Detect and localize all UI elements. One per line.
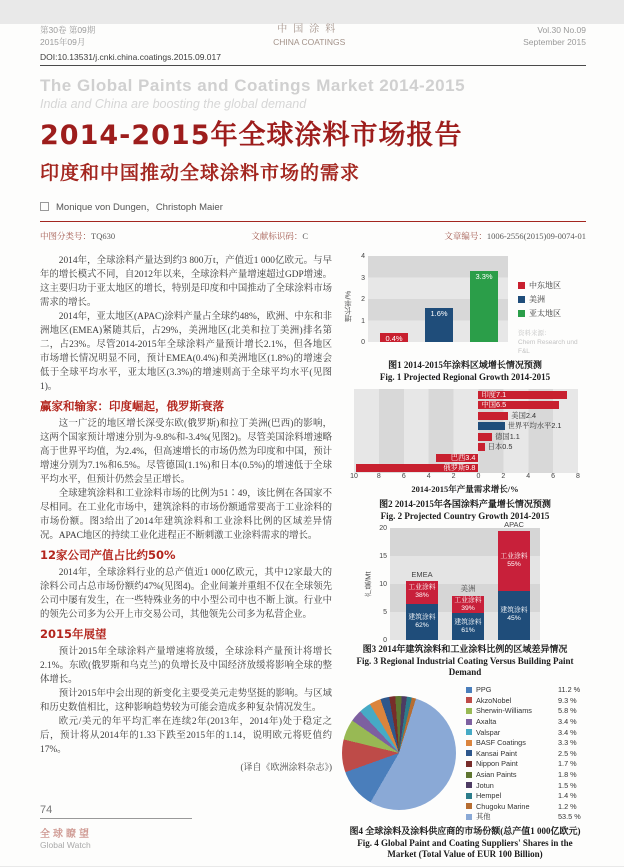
- fig3-y-axis-title: 产量/Mt: [363, 571, 373, 597]
- segment-pct: 55%: [507, 560, 521, 568]
- fig1-source: 资料来源： Chem Research und F&L: [518, 330, 578, 355]
- legend-swatch-icon: [466, 782, 472, 788]
- fig4-legend-item: [466, 727, 588, 738]
- figure-1: [342, 253, 588, 383]
- article-id: 文章编号：1006-2556(2015)09-0074-01: [444, 231, 586, 241]
- fig3-bar-EMEA: [406, 570, 438, 640]
- figure-2: [342, 389, 588, 522]
- legend-swatch-icon: [466, 729, 472, 735]
- fig3-axis-tick: 0: [383, 637, 387, 644]
- fig1-bar-value: 3.3%: [475, 272, 493, 282]
- fig1-axis-tick: 2: [361, 296, 365, 303]
- fig4-legend-name: Asian Paints: [476, 770, 517, 780]
- fig4-legend-name: Hempel: [476, 791, 502, 801]
- fig4-legend: [466, 685, 588, 823]
- fig4-legend-name: Sherwin-Williams: [476, 706, 532, 716]
- fig4-legend-name: Nippon Paint: [476, 759, 518, 769]
- fig4-legend-name: Chugoku Marine: [476, 801, 530, 811]
- fig1-axis-tick: 4: [361, 253, 365, 260]
- journal-name-cn: 中国涂料: [277, 24, 342, 35]
- fig2-bar-label: 日本0.5: [487, 442, 513, 451]
- fig4-legend-value: 1.4 %: [558, 791, 577, 801]
- title-divider: [40, 221, 586, 222]
- fig3-axis-tick: 10: [379, 581, 387, 588]
- fig3-building-segment: [406, 604, 438, 640]
- fig1-bar-value: 1.6%: [430, 308, 448, 318]
- segment-name: 工业涂料: [408, 584, 436, 592]
- journal-masthead: [40, 24, 586, 48]
- legend-swatch-icon: [466, 719, 472, 725]
- fig4-legend-name: BASF Coatings: [476, 738, 526, 748]
- page-content: [40, 254, 588, 867]
- segment-name: 建筑涂料: [500, 607, 528, 615]
- fig4-legend-name: Valspar: [476, 727, 501, 737]
- fig2-caption: 图2 2014-2015年各国涂料产量增长情况预测 Fig. 2 Projected Country Growth 2014-2015: [379, 499, 551, 521]
- masthead-volume: [523, 24, 586, 48]
- fig3-industrial-segment: [406, 581, 438, 603]
- fig3-axis-tick: 5: [383, 609, 387, 616]
- fig3-building-segment: [452, 613, 484, 640]
- legend-swatch-icon: [466, 750, 472, 756]
- legend-swatch-icon: [518, 282, 525, 289]
- fig2-axis-tick: 2: [501, 473, 506, 480]
- fig2-axis-tick: 4: [426, 473, 431, 480]
- fig1-legend-item: [518, 294, 588, 305]
- fig4-legend-value: 1.8 %: [558, 770, 577, 780]
- fig2-axis-tick: 6: [401, 473, 406, 480]
- fig4-legend-item: [466, 685, 588, 696]
- section-name-en: Global Watch: [40, 840, 91, 850]
- fig1-axis-tick: 0: [361, 339, 365, 346]
- fig1-axis-tick: 1: [361, 317, 365, 325]
- author-square-icon: [40, 202, 49, 211]
- fig4-legend-item: [466, 737, 588, 748]
- fig2-x-axis-title: 2014-2015年产量需求增长/%: [411, 484, 519, 494]
- segment-pct: 39%: [461, 604, 475, 612]
- fig1-legend-item: [518, 280, 588, 291]
- issue-cn: 第30卷 第09期: [40, 25, 96, 35]
- fig4-legend-name: Axalta: [476, 717, 497, 727]
- section-heading: 赢家和输家：印度崛起，俄罗斯衰落: [40, 399, 224, 413]
- fig4-legend-value: 2.5 %: [558, 748, 577, 758]
- fig4-legend-item: [466, 780, 588, 791]
- fig4-legend-value: 5.8 %: [558, 706, 577, 716]
- fig1-legend-label: 美洲: [529, 295, 545, 304]
- english-title: The Global Paints and Coatings Market 2014-2015: [40, 76, 466, 95]
- fig4-legend-name: PPG: [476, 685, 492, 695]
- fig3-bar-美洲: [452, 584, 484, 640]
- fig4-legend-name: 其他: [476, 811, 491, 821]
- figure-4: [342, 685, 588, 861]
- fig4-legend-item: [466, 706, 588, 717]
- doi-line: DOI:10.13531/j.cnki.china.coatings.2015.09.017: [40, 52, 221, 62]
- fig2-bar-label: 德国1.1: [495, 431, 520, 441]
- fig2-x-axis-ticks: [350, 473, 580, 482]
- fig3-bar-APAC: [498, 519, 530, 640]
- fig2-bar-3: [478, 422, 504, 430]
- fig4-legend-item: [466, 801, 588, 812]
- fig4-legend-value: 53.5 %: [558, 812, 581, 822]
- fig1-bar-chart: [361, 253, 508, 346]
- fig2-axis-tick: 2: [451, 473, 456, 480]
- fig2-axis-tick: 10: [350, 473, 358, 480]
- body-paragraph: 全球建筑涂料和工业涂料市场的比例为51∶49，该比例在各国家不尽相同。在工业化市场中，建筑涂料的市场份额通常要高于工业涂料的市场份额。图3给出了2014年建筑涂料和工业涂料比例的区域差异情况。APAC地区的持续工业化进程正不断刺激工业涂料需求的增长。: [40, 489, 332, 541]
- translation-credit: (译自《欧洲涂料杂志》): [240, 762, 332, 772]
- fig4-caption: 图4 全球涂料及涂料供应商的市场份额(总产值1 000亿欧元) Fig. 4 Global Paint and Coating Suppliers' Shares in the Market (Total Value of EUR 100 Billion): [349, 826, 581, 860]
- article-meta: [40, 230, 586, 242]
- fig2-bar-label: 美国2.4: [511, 410, 537, 420]
- fig4-legend-value: 1.5 %: [558, 780, 577, 790]
- fig1-y-axis-title: 增长率/%: [343, 290, 353, 322]
- footer-divider: [40, 818, 192, 819]
- fig4-pie-chart: [342, 696, 456, 810]
- figures-column: [342, 254, 588, 867]
- date-en: September 2015: [523, 37, 586, 47]
- fig1-axis-tick: 3: [361, 274, 365, 282]
- body-paragraph: 这一广泛的地区增长深受东欧(俄罗斯)和拉丁美洲(巴西)的影响，这两个国家预计增速分别为-9.8%和-3.4%(见图2)。尽管美国涂料增速略高于世界平均值，为2.4%，但高速增长的市场仍然为印度和中国，预计增速分别为7.1%和6.5%。尽管德国(1.1%)和日本(0.5%)的增速低于全球平均水平，但预计仍然会呈正增长。: [40, 419, 332, 485]
- body-paragraph: 欧元/美元的年平均汇率在连续2年(2013年，2014年)处于稳定之后，预计将从2014年的1.33下跌至2015年的1.14，说明欧元将贬值约17%。: [40, 717, 332, 755]
- figure-3: [342, 519, 588, 679]
- legend-swatch-icon: [466, 814, 472, 820]
- fig4-legend-item: [466, 790, 588, 801]
- section-name-cn: 全球瞭望: [40, 829, 92, 840]
- legend-swatch-icon: [466, 697, 472, 703]
- fig2-axis-tick: 8: [576, 473, 580, 480]
- page-number: 74: [40, 804, 53, 816]
- fig2-bar-label: 世界平均水平2.1: [507, 421, 562, 430]
- fig4-legend-item: [466, 695, 588, 706]
- fig4-legend-item: [466, 716, 588, 727]
- journal-name-en: CHINA COATINGS: [273, 37, 346, 47]
- body-paragraph: 预计2015年中会出现的新变化主要受美元走势坚挺的影响。与区域和历史数值相比，这种影响趋势较为可能会造成多种复杂情况发生。: [40, 689, 332, 713]
- fig1-legend-label: 亚太地区: [529, 309, 561, 318]
- legend-swatch-icon: [466, 803, 472, 809]
- journal-page: [0, 24, 624, 866]
- body-paragraph: 预计2015年全球涂料产量增速将放缓，全球涂料产量预计将增长2.1%。东欧(俄罗斯和乌克兰)的负增长及中国经济放缓将影响全球的整体增长。: [40, 647, 332, 685]
- legend-swatch-icon: [466, 740, 472, 746]
- fig4-legend-value: 3.4 %: [558, 717, 577, 727]
- masthead-issue: [40, 24, 95, 48]
- body-paragraph: 2014年，亚太地区(APAC)涂料产量占全球约48%，欧洲、中东和非洲地区(EMEA)紧随其后，占29%，美洲地区(北美和拉丁美洲)排名第二，占23%。尽管2014-2015年全球涂料产量预计增长2.1%，但各地区市场增长情况明显不同，预计EMEA(0.4%)和美洲地区(1.8%)的增速会低于全球平均水平，亚太地区(3.3%)的增速则高于全球平均水平(见图1)。: [40, 312, 332, 392]
- clc-number: 中图分类号：TQ630: [40, 231, 116, 241]
- segment-pct: 45%: [507, 615, 521, 623]
- fig4-legend-name: Kansai Paint: [476, 748, 517, 758]
- fig3-category-label: APAC: [504, 519, 524, 529]
- fig1-bar-value: 0.4%: [385, 334, 403, 344]
- masthead-journal: [273, 24, 345, 48]
- fig3-industrial-segment: [498, 531, 530, 591]
- chinese-subtitle: 印度和中国推动全球涂料市场的需求: [40, 162, 361, 184]
- section-heading: 2015年展望: [40, 627, 107, 641]
- fig3-category-label: EMEA: [411, 570, 433, 580]
- segment-pct: 62%: [415, 621, 429, 629]
- fig4-legend-value: 3.4 %: [558, 727, 577, 737]
- legend-swatch-icon: [466, 761, 472, 767]
- fig4-legend-item: [466, 769, 588, 780]
- fig3-stacked-bar-chart: [379, 519, 540, 644]
- fig4-legend-value: 1.7 %: [558, 759, 577, 769]
- fig4-legend-name: AkzoNobel: [476, 695, 512, 705]
- fig2-bar-4: [478, 433, 492, 441]
- fig3-industrial-segment: [452, 596, 484, 613]
- fig2-axis-tick: 8: [376, 473, 381, 480]
- chinese-title: 2014-2015年全球涂料市场报告: [40, 120, 463, 151]
- fig1-bar-亚太地区: [470, 271, 498, 342]
- segment-pct: 61%: [461, 626, 475, 634]
- fig4-legend-value: 9.3 %: [558, 695, 577, 705]
- fig2-bar-5: [478, 443, 484, 451]
- fig2-bar-label: 印度7.1: [481, 389, 507, 399]
- article-body: [40, 254, 332, 867]
- fig4-legend-item: [466, 759, 588, 770]
- fig2-axis-tick: 6: [551, 473, 556, 480]
- fig2-bar-label: 俄罗斯9.8: [443, 463, 476, 472]
- fig2-axis-tick: 4: [526, 473, 531, 480]
- fig1-bar-美洲: [425, 308, 453, 342]
- legend-swatch-icon: [466, 708, 472, 714]
- document-code: 文献标识码：C: [251, 231, 309, 241]
- body-paragraph: 2014年，全球涂料行业的总产值近1 000亿欧元，其中12家最大的涂料公司占总市场份额约47%(见图4)。企业间兼并重组不仅在全球领先公司中屡有发生，在一些特殊业务的中小型公司中也不断上演。行业中的领先公司多为公开上市交易公司，其他领先公司多为私营企业。: [40, 568, 332, 620]
- fig2-bar-label: 巴西3.4: [450, 452, 476, 462]
- fig3-building-segment: [498, 591, 530, 640]
- fig2-bar-chart: [354, 389, 578, 473]
- fig3-caption: 图3 2014年建筑涂料和工业涂料比例的区域差异情况 Fig. 3 Regional Industrial Coating Versus Building Paint Demand: [356, 644, 574, 677]
- author-line: [40, 199, 586, 213]
- vol-en: Vol.30 No.09: [537, 25, 586, 35]
- english-subtitle: India and China are boosting the global demand: [40, 97, 307, 111]
- fig1-legend: [518, 280, 588, 356]
- fig2-bar-label: 中国6.5: [481, 400, 507, 409]
- section-heading: 12家公司产值占比约50%: [40, 548, 176, 562]
- fig1-bar-中东地区: [380, 333, 408, 342]
- fig1-legend-label: 中东地区: [529, 281, 561, 290]
- fig3-category-label: 美洲: [460, 584, 476, 594]
- legend-swatch-icon: [466, 687, 472, 693]
- header-divider: [40, 65, 586, 66]
- legend-swatch-icon: [518, 310, 525, 317]
- body-paragraph: 2014年，全球涂料产量达到约3 800万t，产值近1 000亿欧元。与早年的增长模式不同，自2012年以来，全球涂料产量增速超过GDP增速。这主要归功于亚太地区的增长，特别是印度和中国推动了全球涂料市场需求的增长。: [40, 256, 332, 308]
- legend-swatch-icon: [466, 772, 472, 778]
- segment-name: 建筑涂料: [408, 613, 436, 621]
- segment-name: 工业涂料: [500, 552, 528, 560]
- fig4-legend-value: 1.2 %: [558, 801, 577, 811]
- fig4-legend-item: [466, 748, 588, 759]
- date-cn: 2015年09月: [40, 37, 86, 47]
- segment-name: 建筑涂料: [454, 618, 482, 626]
- fig2-axis-tick: 0: [476, 473, 481, 480]
- fig2-bar-2: [478, 412, 508, 420]
- legend-swatch-icon: [518, 296, 525, 303]
- fig4-legend-value: 11.2 %: [558, 685, 581, 695]
- fig1-caption: 图1 2014-2015年涂料区域增长情况预测 Fig. 1 Projected Regional Growth 2014-2015: [379, 360, 551, 382]
- fig3-axis-tick: 20: [379, 525, 387, 532]
- segment-pct: 38%: [415, 592, 429, 600]
- author-names: Monique von Dungen，Christoph Maier: [56, 202, 223, 213]
- legend-swatch-icon: [466, 793, 472, 799]
- fig1-legend-item: [518, 308, 588, 319]
- fig3-axis-tick: 15: [379, 553, 387, 560]
- fig4-legend-item: [466, 812, 588, 823]
- segment-name: 工业涂料: [454, 596, 482, 604]
- fig4-legend-value: 3.3 %: [558, 738, 577, 748]
- page-footer: [40, 804, 192, 850]
- fig4-legend-name: Jotun: [476, 780, 494, 790]
